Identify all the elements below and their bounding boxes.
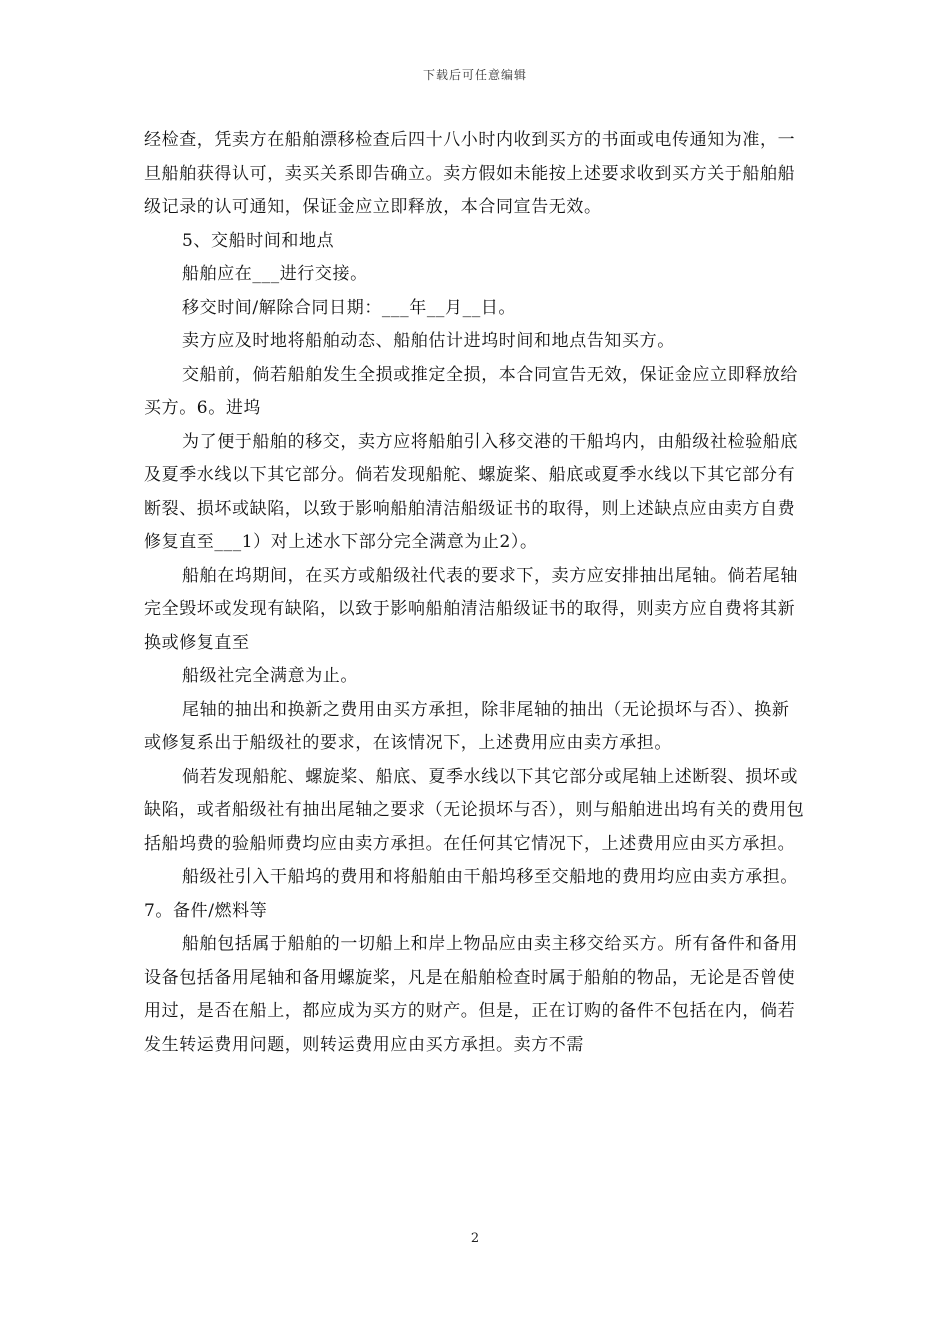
paragraph: 船舶在坞期间，在买方或船级社代表的要求下，卖方应安排抽出尾轴。倘若尾轴完全毁坏或发现有缺陷，以致于影响船舶清洁船级证书的取得，则卖方应自费将其新换或修复直至: [144, 565, 798, 653]
paragraph: 交船前，倘若船舶发生全损或推定全损，本合同宣告无效，保证金应立即释放给买方。6。进坞: [144, 364, 798, 418]
paragraph: 移交时间/解除合同日期：___年__月__日。: [182, 297, 517, 318]
paragraph: 尾轴的抽出和换新之费用由买方承担，除非尾轴的抽出（无论损坏与否）、换新或修复系出于船级社的要求，在该情况下，上述费用应由卖方承担。: [144, 699, 790, 753]
section-heading-delivery: 5、交船时间和地点: [182, 230, 335, 251]
paragraph: 船舶应在___进行交接。: [182, 264, 368, 284]
page-number: 2: [470, 1231, 480, 1246]
paragraph: 船级社引入干船坞的费用和将船舶由干船坞移至交船地的费用均应由卖方承担。7。备件/燃料等: [144, 867, 798, 921]
document-body: [144, 124, 806, 1062]
paragraph: 为了便于船舶的移交，卖方应将船舶引入移交港的干船坞内，由船级社检验船底及夏季水线以下其它部分。倘若发现船舵、螺旋桨、船底或夏季水线以下其它部分有断裂、损坏或缺陷，以致于影响船舶清洁船级证书的取得，则上述缺点应由卖方自费修复直至___1）对上述水下部分完全满意为止2）。: [144, 431, 798, 552]
page-header: 下载后可任意编辑: [422, 68, 527, 82]
paragraph: 经检查，凭卖方在船舶漂移检查后四十八小时内收到买方的书面或电传通知为准，一旦船舶获得认可，卖买关系即告确立。卖方假如未能按上述要求收到买方关于船舶船级记录的认可通知，保证金应立即释放，本合同宣告无效。: [144, 130, 796, 217]
paragraph: 船级社完全满意为止。: [182, 666, 358, 686]
paragraph: 倘若发现船舵、螺旋桨、船底、夏季水线以下其它部分或尾轴上述断裂、损坏或缺陷，或者船级社有抽出尾轴之要求（无论损坏与否），则与船舶进出坞有关的费用包括船坞费的验船师费均应由卖方承担。在任何其它情况下，上述费用应由买方承担。: [144, 766, 805, 854]
paragraph: 船舶包括属于船舶的一切船上和岸上物品应由卖主移交给买方。所有备件和备用设备包括备用尾轴和备用螺旋桨，凡是在船舶检查时属于船舶的物品，无论是否曾使用过，是否在船上，都应成为买方的财产。但是，正在订购的备件不包括在内，倘若发生转运费用问题，则转运费用应由买方承担。卖方不需: [144, 934, 798, 1055]
paragraph: 卖方应及时地将船舶动态、船舶估计进坞时间和地点告知买方。: [182, 331, 675, 351]
